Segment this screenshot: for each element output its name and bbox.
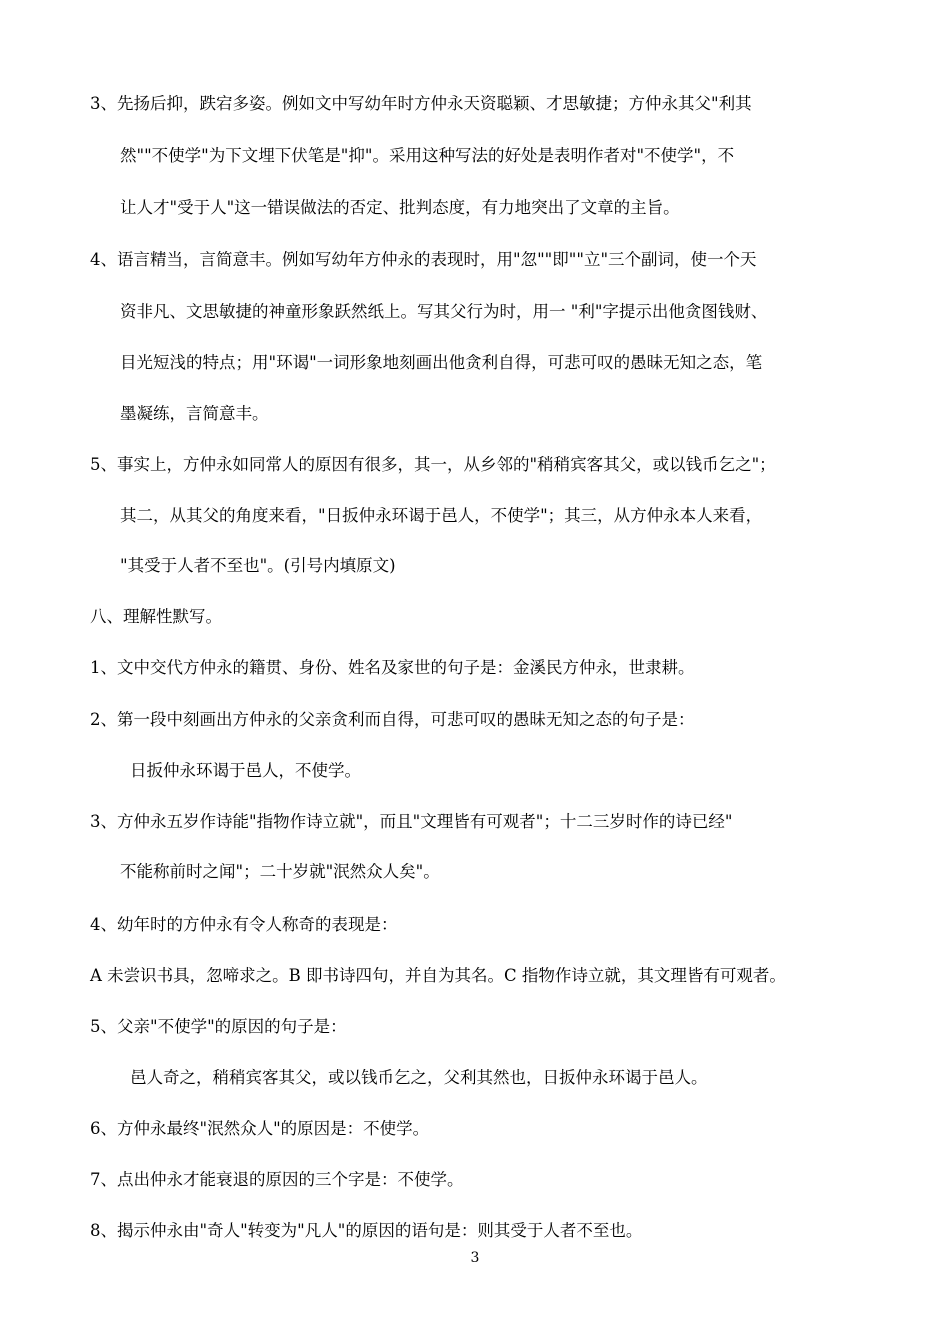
text-line: 邑人奇之，稍稍宾客其父，或以钱币乞之，父利其然也，日扳仲永环谒于邑人。 — [130, 1068, 708, 1087]
text-line: 5、父亲"不使学"的原因的句子是： — [90, 1017, 347, 1036]
text-line: 1、文中交代方仲永的籍贯、身份、姓名及家世的句子是：金溪民方仲永，世隶耕。 — [90, 658, 695, 677]
text-line: 日扳仲永环谒于邑人，不使学。 — [130, 761, 361, 780]
text-line: A 未尝识书具，忽啼求之。B 即书诗四句，并自为其名。C 指物作诗立就，其文理皆有可观者。 — [90, 966, 786, 985]
text-line: 2、第一段中刻画出方仲永的父亲贪利而自得，可悲可叹的愚昧无知之态的句子是： — [90, 710, 695, 729]
page-number: 3 — [470, 1250, 480, 1266]
text-line: 4、语言精当，言简意丰。例如写幼年方仲永的表现时，用"忽""即""立"三个副词，使一个天 — [90, 250, 757, 269]
text-line: 然""不使学"为下文埋下伏笔是"抑"。采用这种写法的好处是表明作者对"不使学"，不 — [120, 146, 735, 165]
text-line: 不能称前时之闻"；二十岁就"泯然众人矣"。 — [120, 862, 440, 881]
text-line: 4、幼年时的方仲永有令人称奇的表现是： — [90, 915, 398, 934]
text-line: 其二，从其父的角度来看，"日扳仲永环谒于邑人，不使学"；其三，从方仲永本人来看， — [120, 506, 763, 525]
text-line: 3、先扬后抑，跌宕多姿。例如文中写幼年时方仲永天资聪颖、才思敏捷；方仲永其父"利其 — [90, 94, 752, 113]
section-heading: 八、理解性默写。 — [90, 607, 222, 626]
text-line: "其受于人者不至也"。(引号内填原文) — [120, 556, 396, 575]
text-line: 目光短浅的特点；用"环谒"一词形象地刻画出他贪利自得，可悲可叹的愚昧无知之态，笔 — [120, 353, 763, 372]
text-line: 资非凡、文思敏捷的神童形象跃然纸上。写其父行为时，用一 "利"字提示出他贪图钱财、 — [120, 302, 768, 321]
text-line: 7、点出仲永才能衰退的原因的三个字是：不使学。 — [90, 1170, 464, 1189]
text-line: 6、方仲永最终"泯然众人"的原因是：不使学。 — [90, 1119, 430, 1138]
text-line: 墨凝练，言简意丰。 — [120, 404, 269, 423]
text-line: 3、方仲永五岁作诗能"指物作诗立就"，而且"文理皆有可观者"；十二三岁时作的诗已经" — [90, 812, 733, 831]
text-line: 让人才"受于人"这一错误做法的否定、批判态度，有力地突出了文章的主旨。 — [120, 198, 680, 217]
text-line: 5、事实上，方仲永如同常人的原因有很多，其一，从乡邻的"稍稍宾客其父，或以钱币乞之"； — [90, 455, 776, 474]
text-line: 8、揭示仲永由"奇人"转变为"凡人"的原因的语句是：则其受于人者不至也。 — [90, 1221, 643, 1240]
